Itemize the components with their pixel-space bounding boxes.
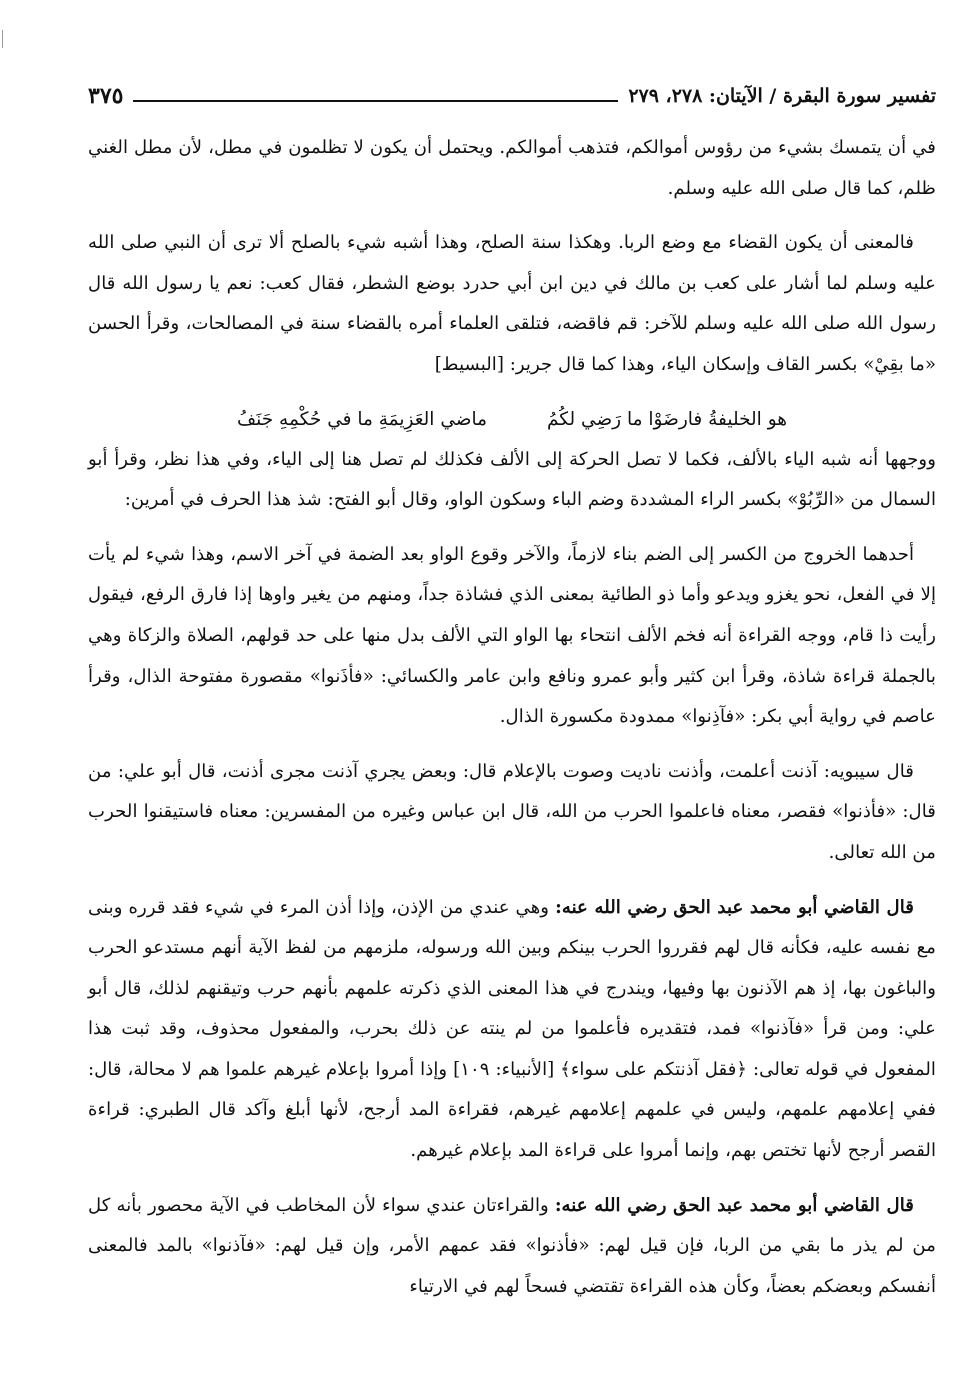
running-title: تفسير سورة البقرة / الآيتان: ٢٧٨، ٢٧٩: [628, 85, 936, 107]
paragraph-7-text: والقراءتان عندي سواء لأن المخاطب في الآية محصور بأنه كل من لم يذر ما بقي من الربا، فإن قيل لهم: «فأذنوا» فقد عمهم الأمر، وإن قيل لهم: «فآذنوا» بالمد فالمعنى أنفسكم وبعضكم بعضاً، وكأن هذه القراءة تقتضي فسحاً لهم في الارتياء: [88, 1194, 936, 1297]
paragraph-6: [88, 888, 936, 1172]
page-number: ٣٧٥: [88, 83, 124, 109]
paragraph-4: أحدهما الخروج من الكسر إلى الضم بناء لازماً، والآخر وقوع الواو بعد الضمة في آخر الاسم، وهذا شيء لم يأت إلا في الفعل، نحو يغزو ويدعو وأما ذو الطائية بمعنى الذي فشاذة جداً، ومنهم من يغير واوها إذا فارق الرفع، فيقول رأيت ذا قام، ووجه القراءة أنه فخم الألف انتحاء بها الواو التي الألف بدل منها على حد قولهم، الصلاة والزكاة وهي بالجملة قراءة شاذة، وقرأ ابن كثير وأبو عمرو ونافع وابن عامر والكسائي: «فأذَنوا» مقصورة مفتوحة الذال، وقرأ عاصم في رواية أبي بكر: «فآذِنوا» ممدودة مكسورة الذال.: [88, 543, 936, 728]
page-body: [88, 128, 936, 1307]
book-page: [88, 78, 936, 1321]
paragraph-6-text: وهي عندي من الإذن، وإذا أذن المرء في شيء فقد قرره وبنى مع نفسه عليه، فكأنه قال لهم فقرروا الحرب بينكم وبين الله ورسوله، ملزمهم من لفظ الآية أنهم مستدعو الحرب والباغون بها، إذ هم الآذنون بها وفيها، ويندرج في هذا المعنى الذي ذكرته علمهم بأنهم حرب وتيقنهم لذلك، قال أبو علي: ومن قرأ «فآذنوا» فمد، فتقديره فأعلموا من لم ينته عن ذلك بحرب، والمفعول محذوف، وقد ثبت هذا المفعول في قوله تعالى: ﴿فقل آذنتكم على سواء﴾ [الأنبياء: ١٠٩] وإذا أمروا بإعلام غيرهم علموا هم لا محالة، قال: ففي إعلامهم علمهم، وليس في علمهم إعلامهم غيرهم، فقراءة المد أرجح، لأنها أبلغ وآكد قال الطبري: قراءة القصر أرجح لأنها تختص بهم، وإنما أمروا على قراءة المد بإعلام غيرهم.: [88, 896, 936, 1162]
page-header: [88, 78, 936, 114]
paragraph-7: [88, 1186, 936, 1308]
scan-edge-mark: [2, 30, 3, 48]
paragraph-5: قال سيبويه: آذنت أعلمت، وأذنت ناديت وصوت بالإعلام قال: وبعض يجري آذنت مجرى أذنت، قال أبو علي: من قال: «فأذنوا» فقصر، معناه فاعلموا الحرب من الله، قال ابن عباس وغيره من المفسرين: معناه فاستيقنوا الحرب من الله تعالى.: [88, 760, 936, 863]
paragraph-1: في أن يتمسك بشيء من رؤوس أموالكم، فتذهب أموالكم. ويحتمل أن يكون لا تظلمون في مطل، لأن مطل الغني ظلم، كما قال صلى الله عليه وسلم.: [88, 137, 936, 199]
paragraph-6-lead: قال القاضي أبو محمد عبد الحق رضي الله عنه:: [555, 896, 914, 918]
paragraph-7-lead: قال القاضي أبو محمد عبد الحق رضي الله عنه:: [554, 1194, 914, 1216]
verse-second-hemistich: ماضي العَزِيمَةِ ما في حُكْمِهِ جَنَفُ: [237, 408, 487, 430]
paragraph-2: فالمعنى أن يكون القضاء مع وضع الربا. وهكذا سنة الصلح، وهذا أشبه شيء بالصلح ألا ترى أن النبي صلى الله عليه وسلم لما أشار على كعب بن مالك في دين ابن أبي حدرد بوضع الشطر، فقال كعب: نعم يا رسول الله قال رسول الله صلى الله عليه وسلم للآخر: قم فاقضه، فتلقى العلماء أمره بالقضاء سنة في المصالحات، وقرأ الحسن «ما بقِيْ» بكسر القاف وإسكان الياء، وهذا كما قال جرير: [البسيط]: [88, 232, 936, 375]
header-rule: [133, 100, 618, 102]
poetry-verse: [88, 400, 936, 440]
paragraph-3: ووجهها أنه شبه الياء بالألف، فكما لا تصل الحركة إلى الألف فكذلك لم تصل هنا إلى الياء، وفي هذا نظر، وقرأ أبو السمال من «الرِّبُوْ» بكسر الراء المشددة وضم الباء وسكون الواو، وقال أبو الفتح: شذ هذا الحرف في أمرين:: [88, 448, 936, 511]
verse-first-hemistich: هو الخليفةُ فارضَوْا ما رَضِي لكُمُ: [547, 408, 788, 430]
